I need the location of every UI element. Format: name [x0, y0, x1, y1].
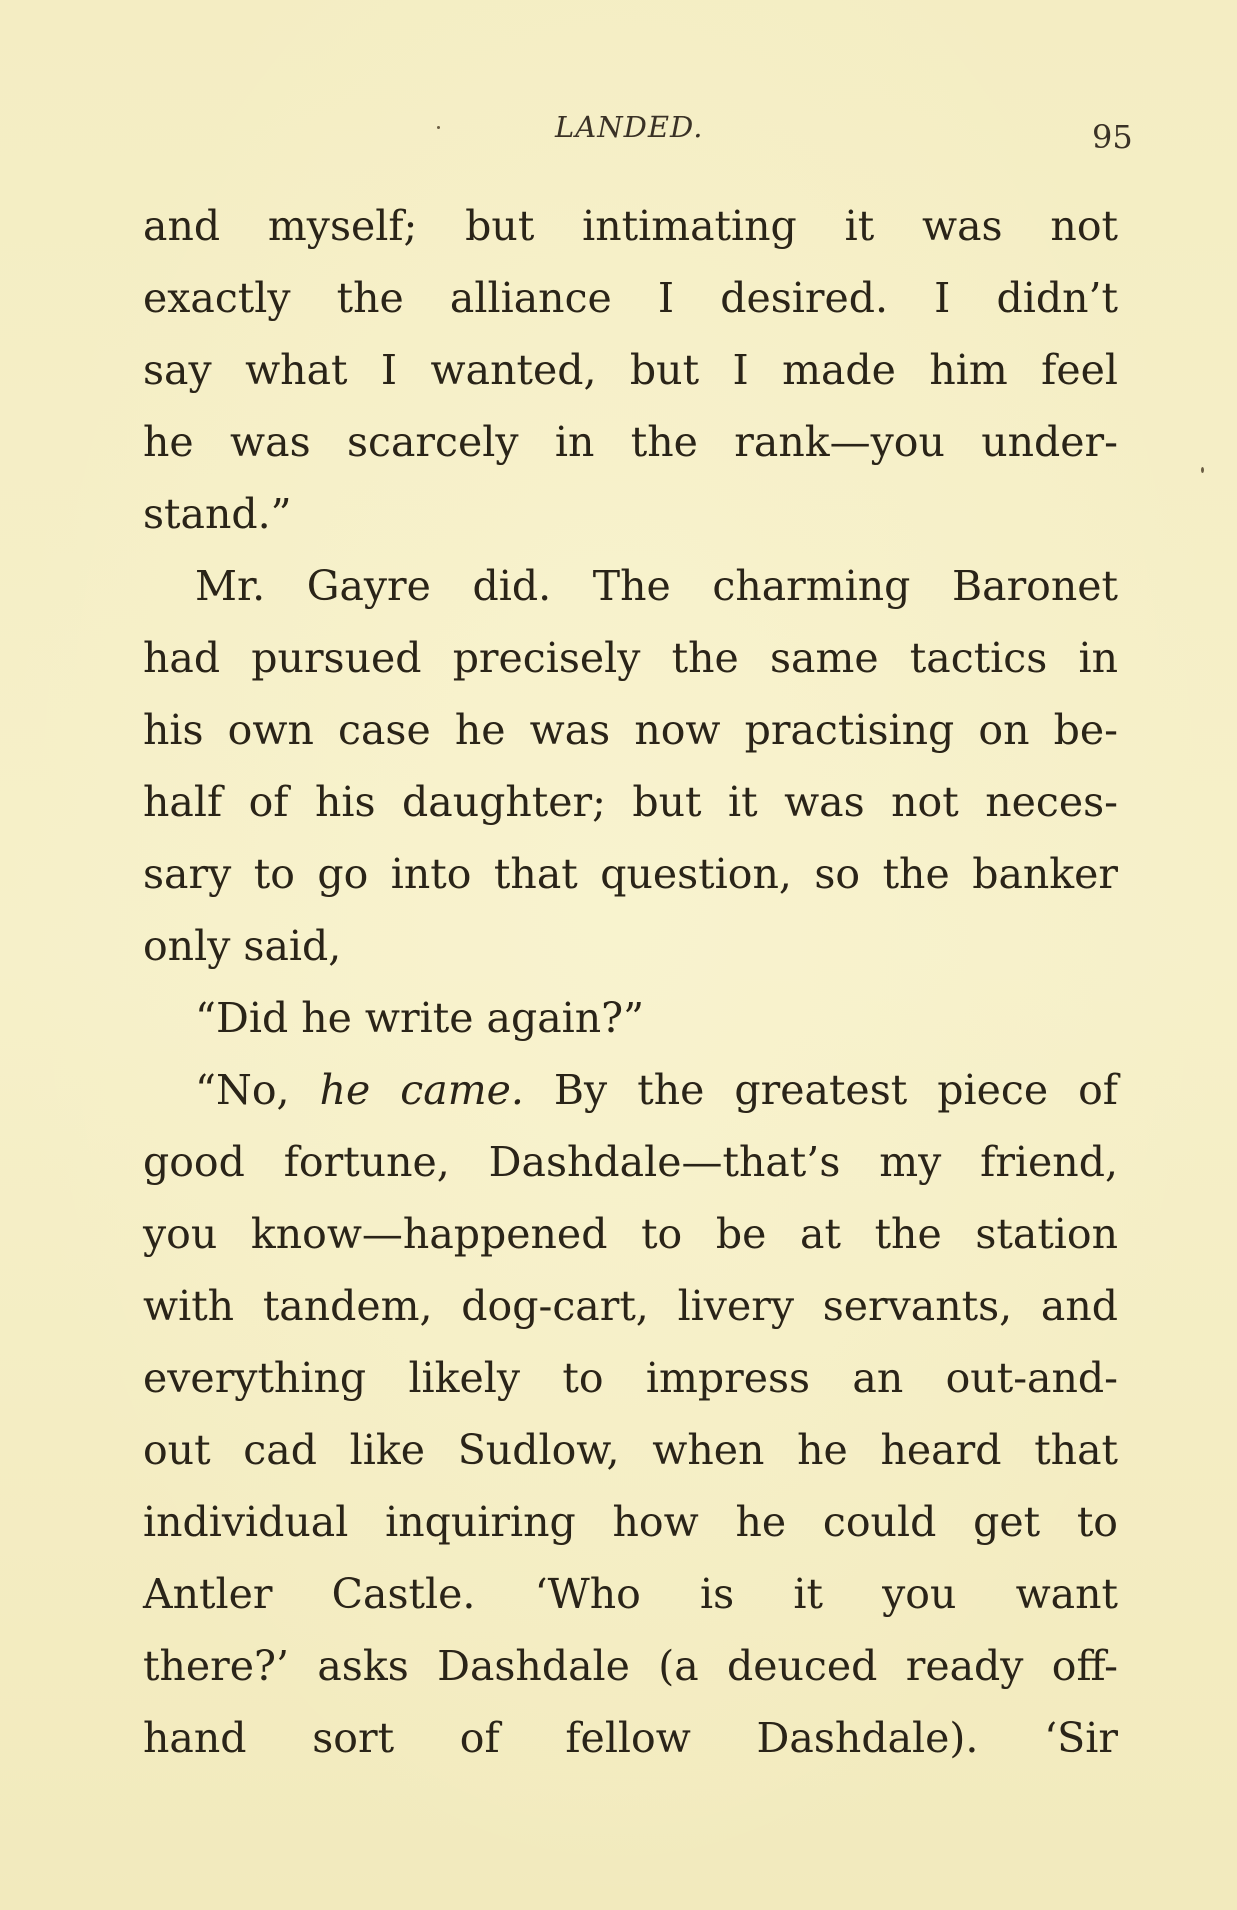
- running-head: LANDED.: [555, 110, 704, 144]
- text-line: out cad like Sudlow, when he heard that: [143, 1426, 1118, 1474]
- text-line: and myself; but intimating it was not: [143, 202, 1118, 250]
- text-line: only said,: [143, 922, 342, 970]
- print-speck: [437, 126, 440, 129]
- text-line: everything likely to impress an out-and-: [143, 1354, 1118, 1402]
- text-line: there?’ asks Dashdale (a deuced ready off-: [143, 1642, 1118, 1690]
- text-line: half of his daughter; but it was not neces-: [143, 778, 1118, 826]
- text-line: his own case he was now practising on be-: [143, 706, 1118, 754]
- text-line: with tandem, dog-cart, livery servants, and: [143, 1282, 1118, 1330]
- text-line: Antler Castle. ‘Who is it you want: [143, 1570, 1118, 1618]
- text-line: you know—happened to be at the station: [143, 1210, 1118, 1258]
- text-line: had pursued precisely the same tactics in: [143, 634, 1118, 682]
- print-speck: [1201, 467, 1204, 473]
- text-line: he was scarcely in the rank—you under-: [143, 418, 1118, 466]
- text-line: “Did he write again?”: [195, 994, 645, 1042]
- text-line: exactly the alliance I desired. I didn’t: [143, 274, 1118, 322]
- page-number: 95: [1092, 118, 1133, 156]
- text-line: say what I wanted, but I made him feel: [143, 346, 1118, 394]
- body-text: [143, 190, 1118, 1774]
- text-line: hand sort of fellow Dashdale). ‘Sir: [143, 1714, 1118, 1762]
- text-line: “No, he came. By the greatest piece of: [195, 1066, 1118, 1114]
- text-line: individual inquiring how he could get to: [143, 1498, 1118, 1546]
- text-line: Mr. Gayre did. The charming Baronet: [195, 562, 1118, 610]
- text-line: good fortune, Dashdale—that’s my friend,: [143, 1138, 1118, 1186]
- text-line: sary to go into that question, so the banker: [143, 850, 1118, 898]
- text-line: stand.”: [143, 490, 292, 538]
- emphasis: he came.: [319, 1066, 524, 1114]
